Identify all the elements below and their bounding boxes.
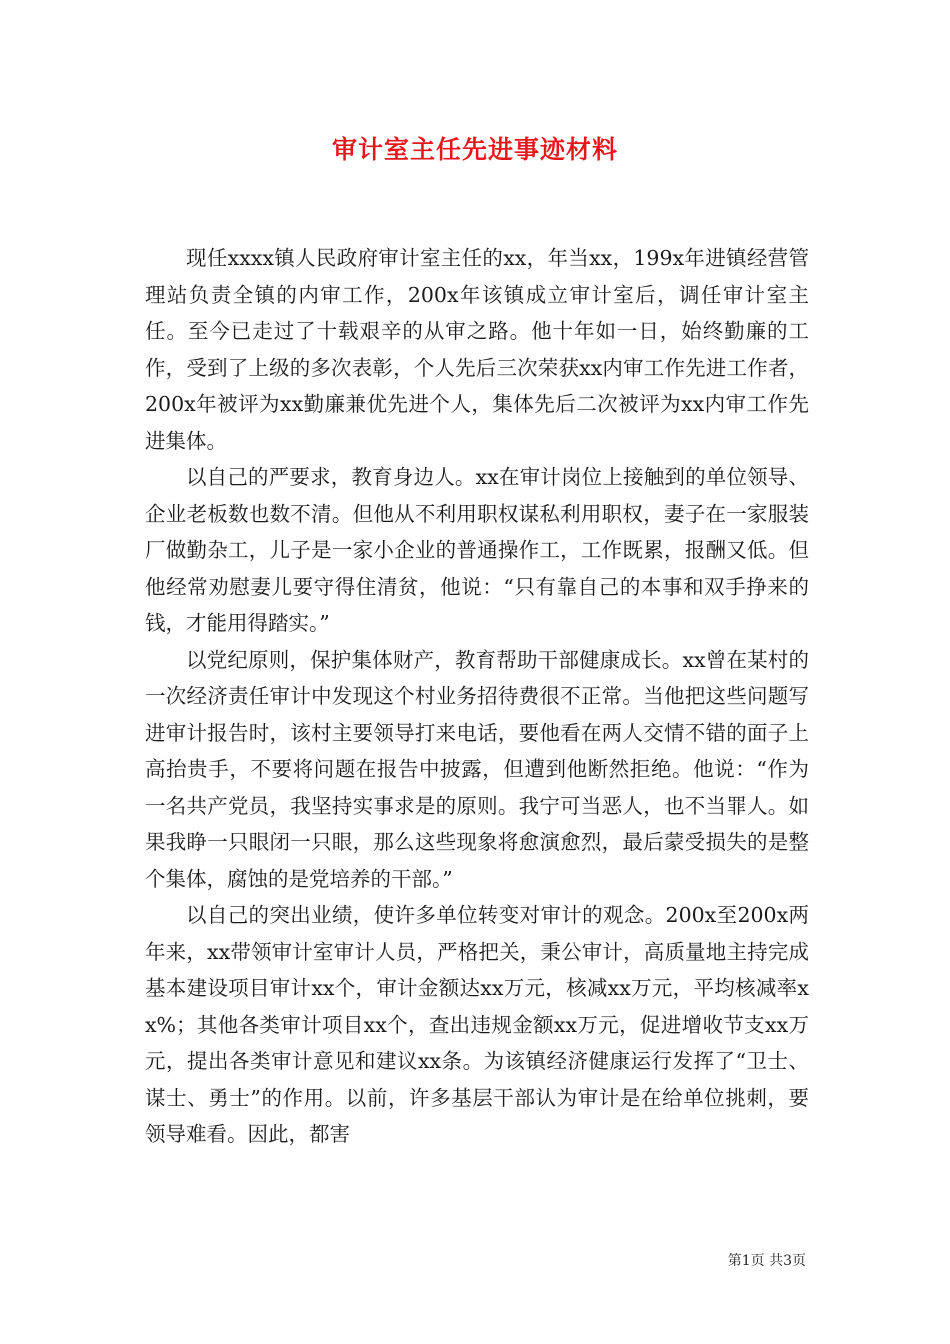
paragraph-3: 以党纪原则，保护集体财产，教育帮助干部健康成长。xx曾在某村的一次经济责任审计中发现这个村业务招待费很不正常。当他把这些问题写进审计报告时，该村主要领导打来电话，要他看在两人交情不错的面子上高抬贵手，不要将问题在报告中披露，但遭到他断然拒绝。他说：“作为一名共产党员，我坚持实事求是的原则。我宁可当恶人，也不当罪人。如果我睁一只眼闭一只眼，那么这些现象将愈演愈烈，最后蒙受损失的是整个集体，腐蚀的是党培养的干部。” xyxy=(145,647,809,891)
document-title: 审计室主任先进事迹材料 xyxy=(331,135,618,164)
page-number-footer: 第1页 共3页 xyxy=(727,1253,806,1269)
paragraph-4: 以自己的突出业绩，使许多单位转变对审计的观念。200x至200x两年来，xx带领审计室审计人员，严格把关，秉公审计，高质量地主持完成基本建设项目审计xx个，审计金额达xx万元，核减xx万元，平均核减率xx%；其他各类审计项目xx个，查出违规金额xx万元，促进增收节支xx万元，提出各类审计意见和建议xx条。为该镇经济健康运行发挥了“卫士、谋士、勇士”的作用。以前，许多基层干部认为审计是在给单位挑刺，要领导难看。因此，都害 xyxy=(145,903,809,1146)
document-body xyxy=(145,240,809,1153)
paragraph-1: 现任xxxx镇人民政府审计室主任的xx，年当xx，199x年进镇经营管理站负责全镇的内审工作，200x年该镇成立审计室后，调任审计室主任。至今已走过了十载艰辛的从审之路。他十年如一日，始终勤廉的工作，受到了上级的多次表彰，个人先后三次荣获xx内审工作先进工作者，200x年被评为xx勤廉兼优先进个人，集体先后二次被评为xx内审工作先进集体。 xyxy=(145,246,809,453)
paragraph-2: 以自己的严要求，教育身边人。xx在审计岗位上接触到的单位领导、企业老板数也数不清。但他从不利用职权谋私利用职权，妻子在一家服装厂做勤杂工，儿子是一家小企业的普通操作工，工作既累，报酬又低。但他经常劝慰妻儿要守得住清贫，他说：“只有靠自己的本事和双手挣来的钱，才能用得踏实。” xyxy=(145,465,809,635)
